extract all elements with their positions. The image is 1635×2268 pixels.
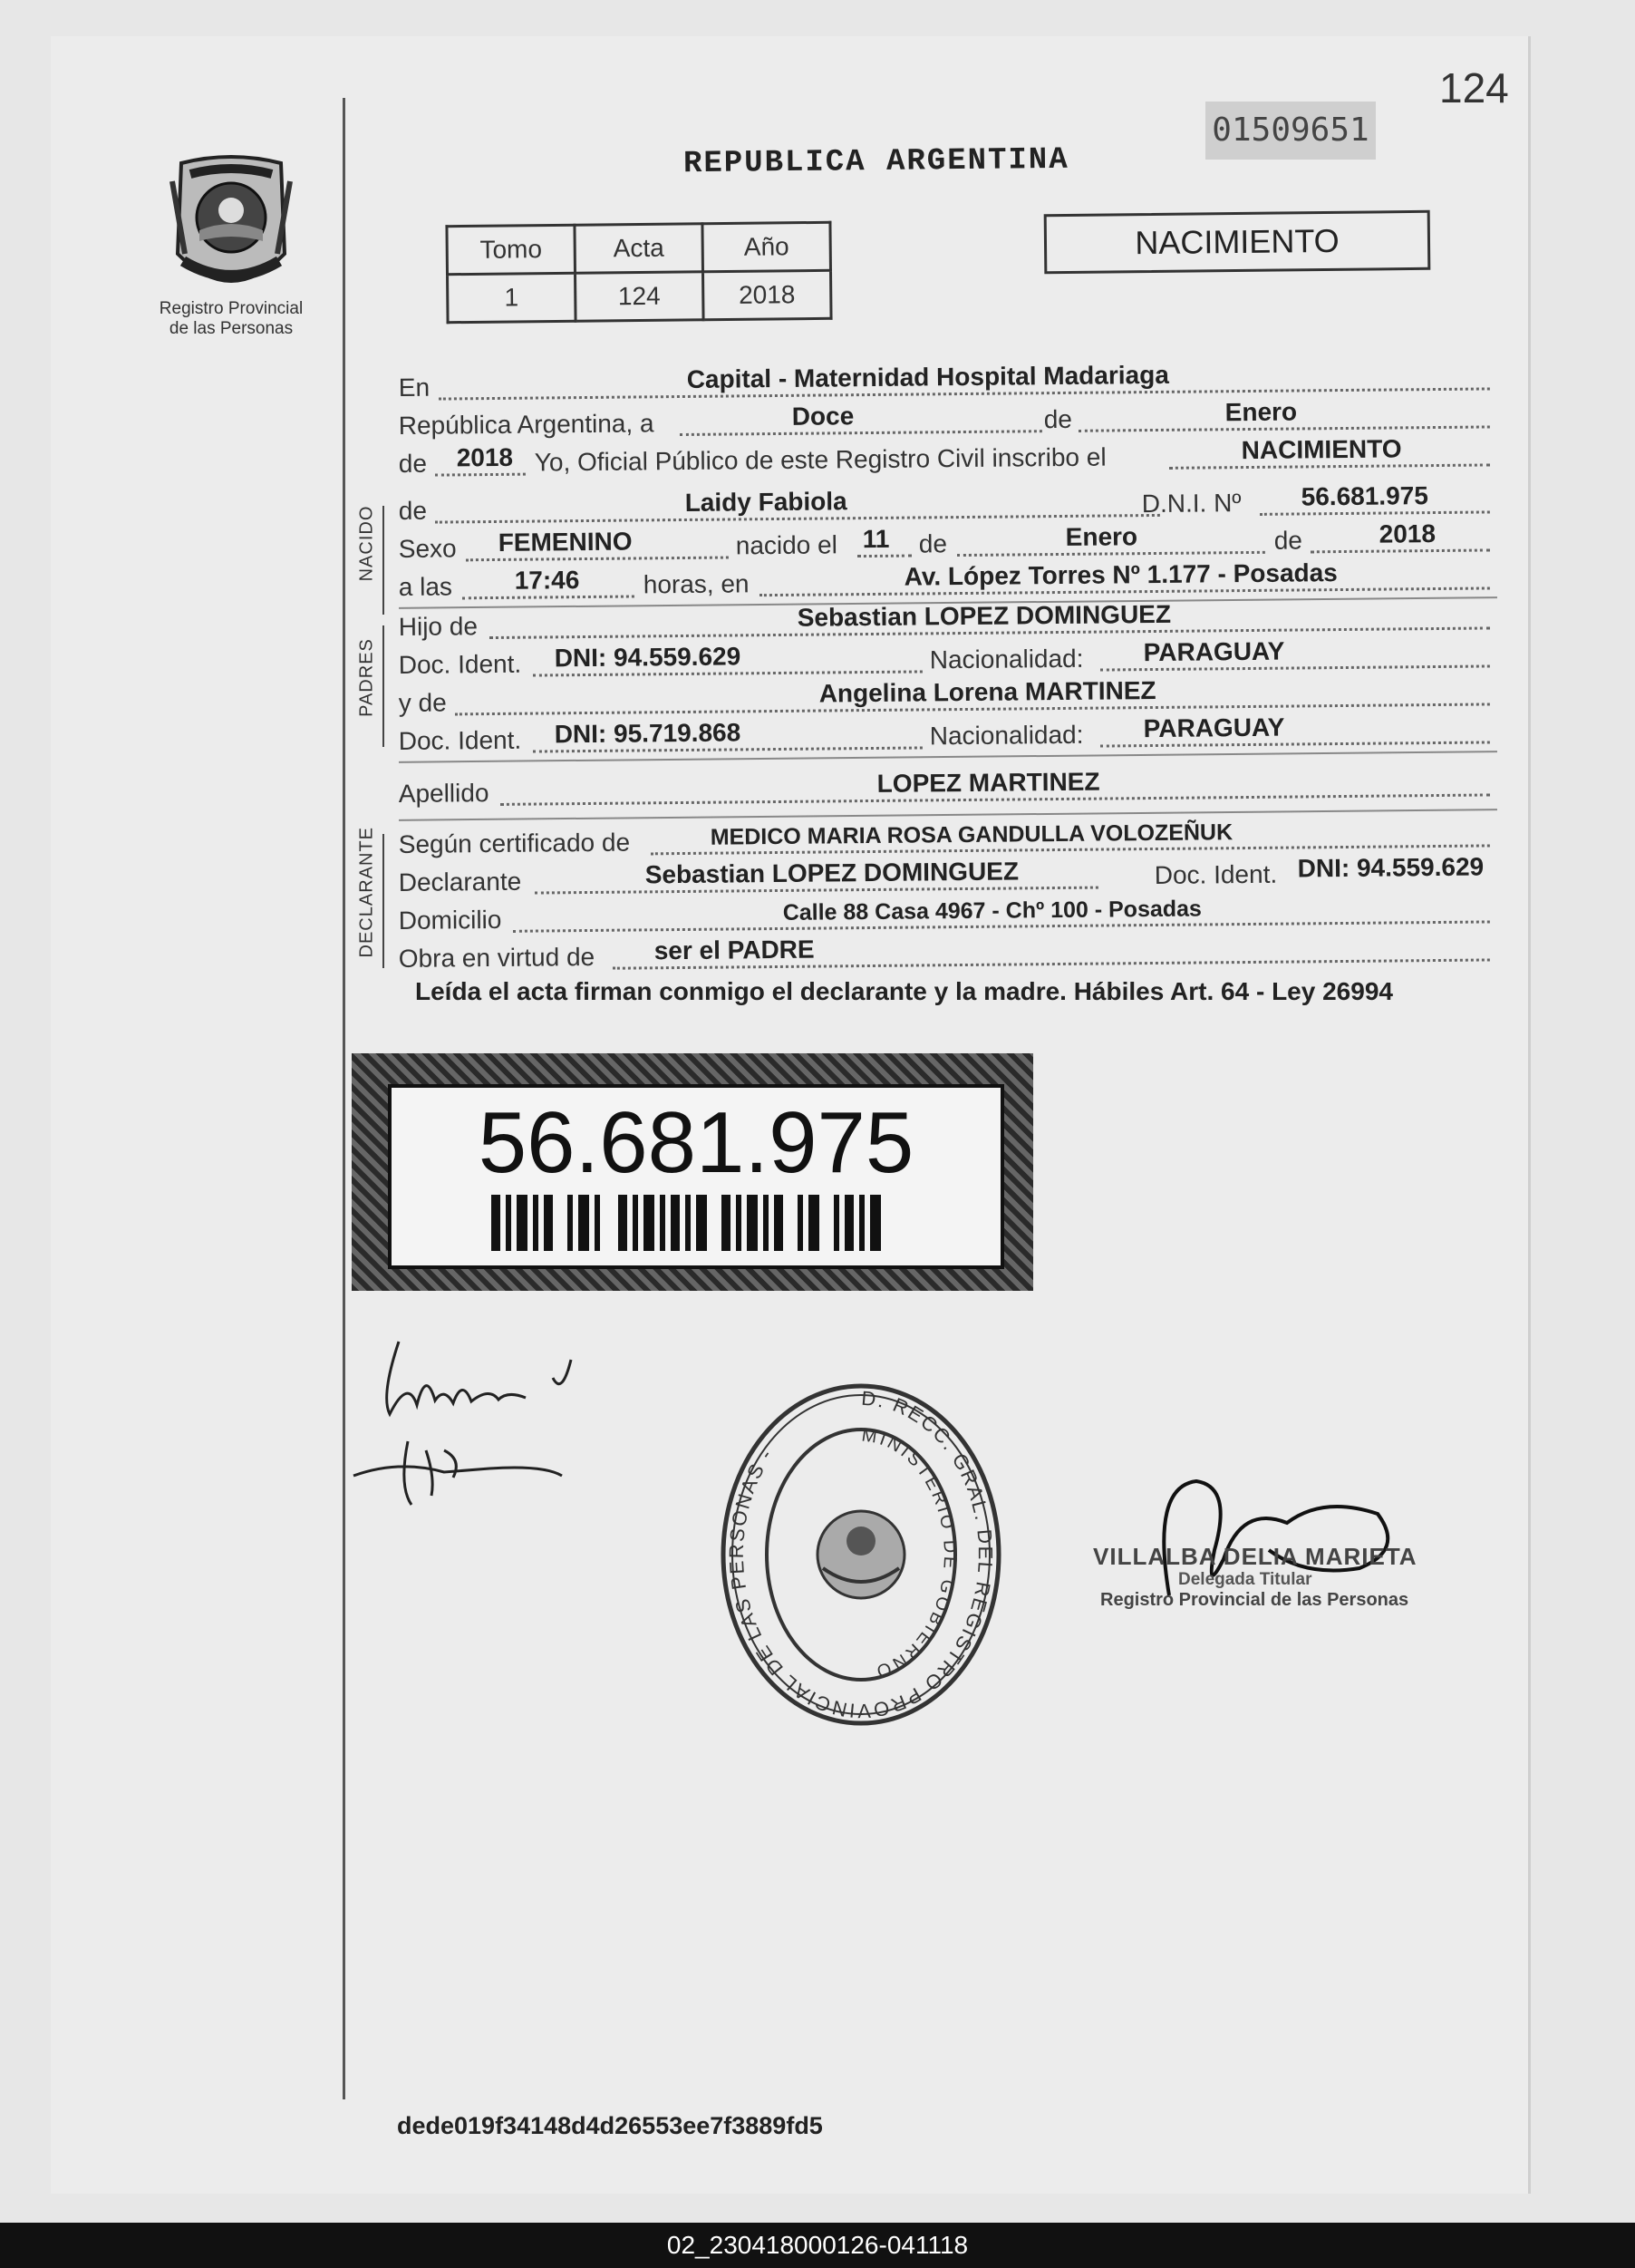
yo-label: Yo, Oficial Público de este Registro Civil inscribo el bbox=[534, 442, 1107, 477]
declarante-section-label: DECLARANTE bbox=[356, 827, 377, 958]
a-las-label: a las bbox=[398, 572, 453, 602]
registrar-block bbox=[1088, 1468, 1432, 1632]
record-type-box: NACIMIENTO bbox=[1044, 210, 1431, 274]
tomo-value: 1 bbox=[448, 273, 576, 322]
anio-value-text: 2018 bbox=[456, 442, 514, 472]
seal-inner-textpath: MINISTERIO DE GOBIERNO bbox=[860, 1425, 961, 1682]
madre-nac: PARAGUAY bbox=[1143, 712, 1285, 743]
republica-label: República Argentina, a bbox=[398, 409, 654, 441]
apellido-value: LOPEZ MARTINEZ bbox=[876, 767, 1100, 798]
dots bbox=[857, 555, 912, 558]
tomo-acta-table bbox=[445, 221, 832, 324]
dots bbox=[1169, 463, 1490, 469]
en-label: En bbox=[398, 373, 431, 402]
en-value: Capital - Maternidad Hospital Madariaga bbox=[686, 360, 1169, 393]
signer-name: VILLALBA DELIA MARIETA bbox=[1093, 1543, 1417, 1570]
obra-value: ser el PADRE bbox=[653, 935, 815, 965]
barcode-icon bbox=[491, 1195, 890, 1251]
dni-stamp-inner bbox=[388, 1084, 1004, 1269]
madre-doc: DNI: 95.719.868 bbox=[554, 718, 741, 749]
nacido-el-label: nacido el bbox=[735, 530, 838, 560]
anio-header: Año bbox=[702, 222, 831, 271]
inscribo-value: NACIMIENTO bbox=[1241, 434, 1402, 465]
de4-label: de bbox=[918, 529, 948, 558]
margin-rule bbox=[343, 98, 345, 2099]
padre-value: Sebastian LOPEZ DOMINGUEZ bbox=[797, 599, 1172, 632]
tomo-header: Tomo bbox=[447, 225, 576, 274]
dni-value: 56.681.975 bbox=[1301, 481, 1428, 511]
nombre-value: Laidy Fabiola bbox=[684, 487, 847, 517]
de3-label: de bbox=[398, 496, 428, 526]
segun-value: MEDICO MARIA ROSA GANDULLA VOLOZEÑUK bbox=[710, 819, 1234, 850]
seal-outer-textpath: D. RECC. GRAL. DEL REGISTRO PROVINCIAL DE LAS PERSONAS - bbox=[724, 1386, 997, 1723]
de1-label: de bbox=[1043, 404, 1073, 434]
nac-anio: 2018 bbox=[1379, 519, 1437, 548]
horas-en-label: horas, en bbox=[643, 569, 750, 599]
de2-label: de bbox=[398, 449, 428, 479]
domicilio-label: Domicilio bbox=[398, 905, 502, 935]
domicilio-value: Calle 88 Casa 4967 - Chº 100 - Posadas bbox=[782, 896, 1203, 926]
closing-statement: Leída el acta firman conmigo el declarante y la madre. Hábiles Art. 64 - Ley 26994 bbox=[415, 977, 1393, 1005]
dni-label: D.N.I. Nº bbox=[1141, 489, 1242, 519]
nacido-section-label: NACIDO bbox=[356, 505, 377, 582]
declarante-doc: DNI: 94.559.629 bbox=[1297, 852, 1485, 883]
madre-value: Angelina Lorena MARTINEZ bbox=[818, 675, 1156, 708]
mes-value: Enero bbox=[1224, 397, 1298, 427]
official-seal bbox=[716, 1378, 1006, 1731]
province-emblem-icon bbox=[163, 154, 299, 299]
signer-title: Delegada Titular bbox=[1178, 1570, 1312, 1589]
emblem-label bbox=[145, 299, 317, 339]
document-hash: dede019f34148d4d26553ee7f3889fd5 bbox=[397, 2112, 823, 2139]
padre-nac: PARAGUAY bbox=[1143, 636, 1285, 667]
apellido-label: Apellido bbox=[398, 779, 489, 809]
serial-number: 01509651 bbox=[1205, 102, 1376, 160]
dots bbox=[957, 551, 1265, 557]
hora-value: 17:46 bbox=[514, 566, 580, 595]
nac1-label: Nacionalidad: bbox=[929, 644, 1084, 674]
page-number: 124 bbox=[1439, 64, 1509, 111]
padres-bracket bbox=[382, 625, 384, 747]
doc1-label: Doc. Ident. bbox=[398, 649, 522, 680]
declarante-value: Sebastian LOPEZ DOMINGUEZ bbox=[644, 857, 1020, 889]
dots bbox=[1260, 510, 1490, 515]
acta-header: Acta bbox=[575, 224, 703, 273]
dots bbox=[435, 473, 526, 477]
padres-section-label: PADRES bbox=[356, 638, 377, 717]
sexo-label: Sexo bbox=[398, 534, 457, 564]
emblem-label-line2: de las Personas bbox=[169, 319, 294, 338]
de5-label: de bbox=[1273, 526, 1303, 555]
nac2-label: Nacionalidad: bbox=[929, 720, 1084, 751]
lugar-value: Av. López Torres Nº 1.177 - Posadas bbox=[904, 558, 1338, 591]
padre-doc: DNI: 94.559.629 bbox=[554, 642, 741, 673]
doc2-label: Doc. Ident. bbox=[398, 725, 522, 756]
declarante-label: Declarante bbox=[398, 867, 522, 897]
hijo-de-label: Hijo de bbox=[398, 612, 479, 642]
declarante-bracket bbox=[382, 834, 384, 968]
obra-label: Obra en virtud de bbox=[398, 942, 595, 974]
dni-stamp-number: 56.681.975 bbox=[478, 1094, 914, 1191]
signer-org: Registro Provincial de las Personas bbox=[1100, 1590, 1409, 1610]
anio-value: 2018 bbox=[702, 270, 831, 319]
emblem-label-line1: Registro Provincial bbox=[159, 299, 304, 318]
dots bbox=[680, 430, 1042, 436]
dots bbox=[1311, 548, 1490, 553]
sexo-value: FEMENINO bbox=[498, 527, 633, 557]
acta-value: 124 bbox=[576, 272, 704, 321]
file-id-footer: 02_230418000126-041118 bbox=[0, 2223, 1635, 2268]
y-de-label: y de bbox=[398, 688, 447, 718]
nac-dia: 11 bbox=[862, 524, 890, 554]
doc3-label: Doc. Ident. bbox=[1154, 859, 1278, 889]
nac-mes: Enero bbox=[1065, 522, 1138, 551]
nacido-bracket bbox=[382, 506, 384, 615]
country-title: REPUBLICA ARGENTINA bbox=[682, 142, 1069, 182]
dots bbox=[462, 596, 634, 600]
segun-label: Según certificado de bbox=[398, 828, 631, 859]
declarant-signature bbox=[344, 1323, 634, 1523]
dni-stamp bbox=[352, 1053, 1033, 1291]
dia-value: Doce bbox=[791, 402, 855, 431]
